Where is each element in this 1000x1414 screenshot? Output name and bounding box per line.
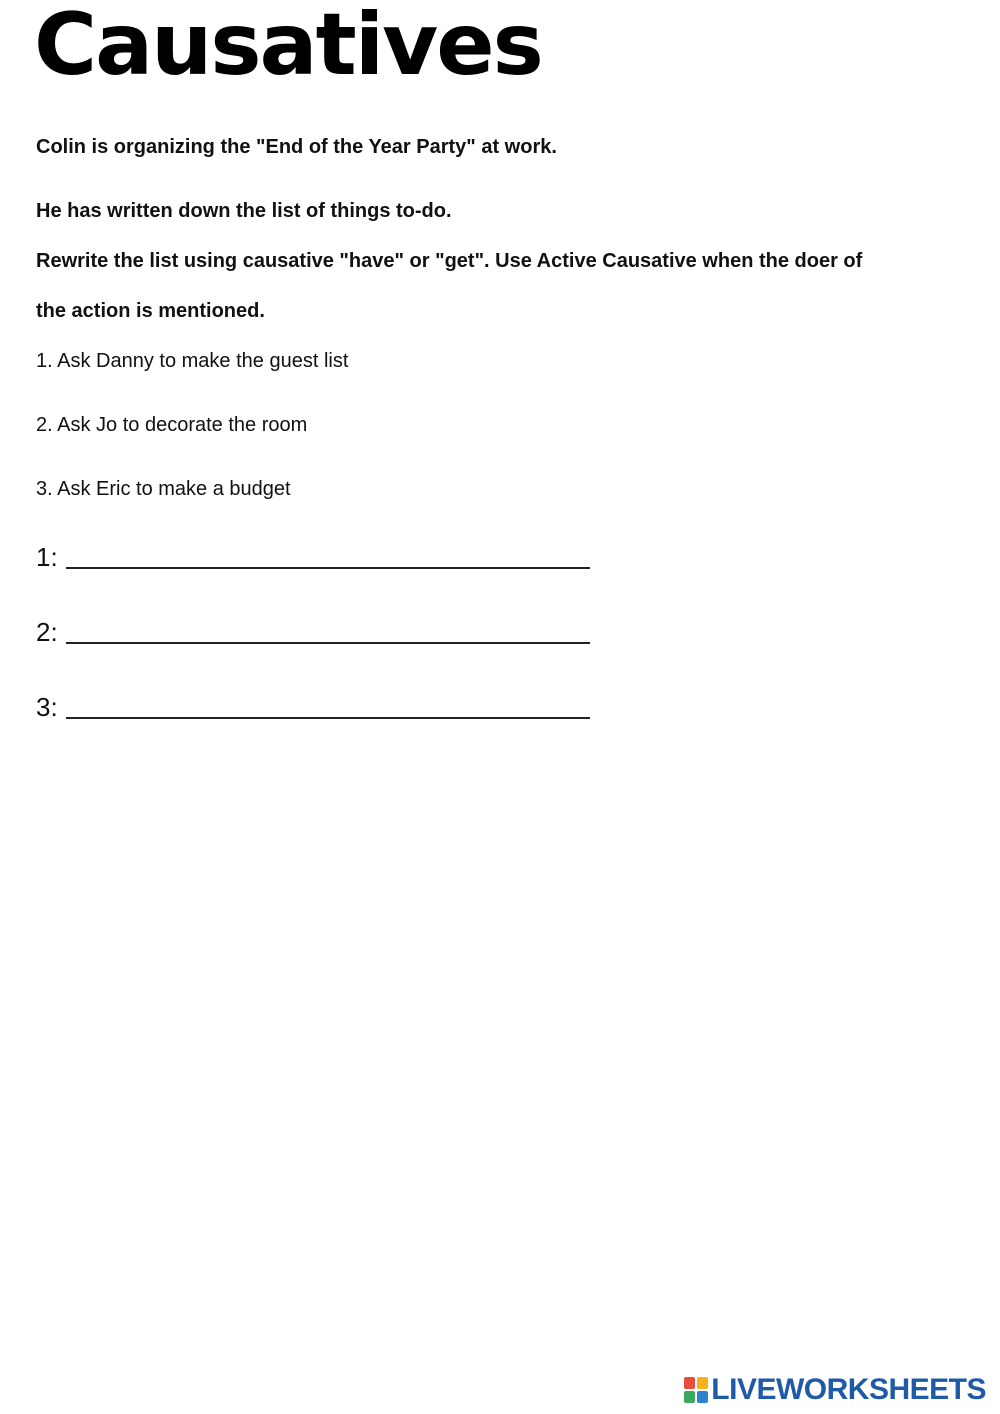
answer-label: 2: xyxy=(36,617,58,647)
instruction-text: Rewrite the list using causative "have" or "get". Use Active Causative when the doer of xyxy=(36,250,863,272)
answer-label: 1: xyxy=(36,542,58,572)
instruction-text: the action is mentioned. xyxy=(36,300,265,322)
intro-text: Colin is organizing the "End of the Year Party" at work. xyxy=(36,136,557,158)
brand-watermark xyxy=(684,1374,986,1406)
answer-row-2 xyxy=(36,613,590,647)
answer-label: 3: xyxy=(36,692,58,722)
liveworksheets-logo-icon xyxy=(684,1377,708,1403)
page-title: Causatives xyxy=(34,0,542,95)
answer-field[interactable] xyxy=(66,717,590,719)
answer-field[interactable] xyxy=(66,567,590,569)
brand-name: LIVEWORKSHEETS xyxy=(711,1373,986,1406)
task-item-3: 3. Ask Eric to make a budget xyxy=(36,478,291,500)
intro-text: He has written down the list of things to-do. xyxy=(36,200,452,222)
answer-row-1 xyxy=(36,538,590,572)
answer-field[interactable] xyxy=(66,642,590,644)
task-item-2: 2. Ask Jo to decorate the room xyxy=(36,414,308,436)
answer-row-3 xyxy=(36,688,590,722)
task-item-1: 1. Ask Danny to make the guest list xyxy=(36,350,349,372)
